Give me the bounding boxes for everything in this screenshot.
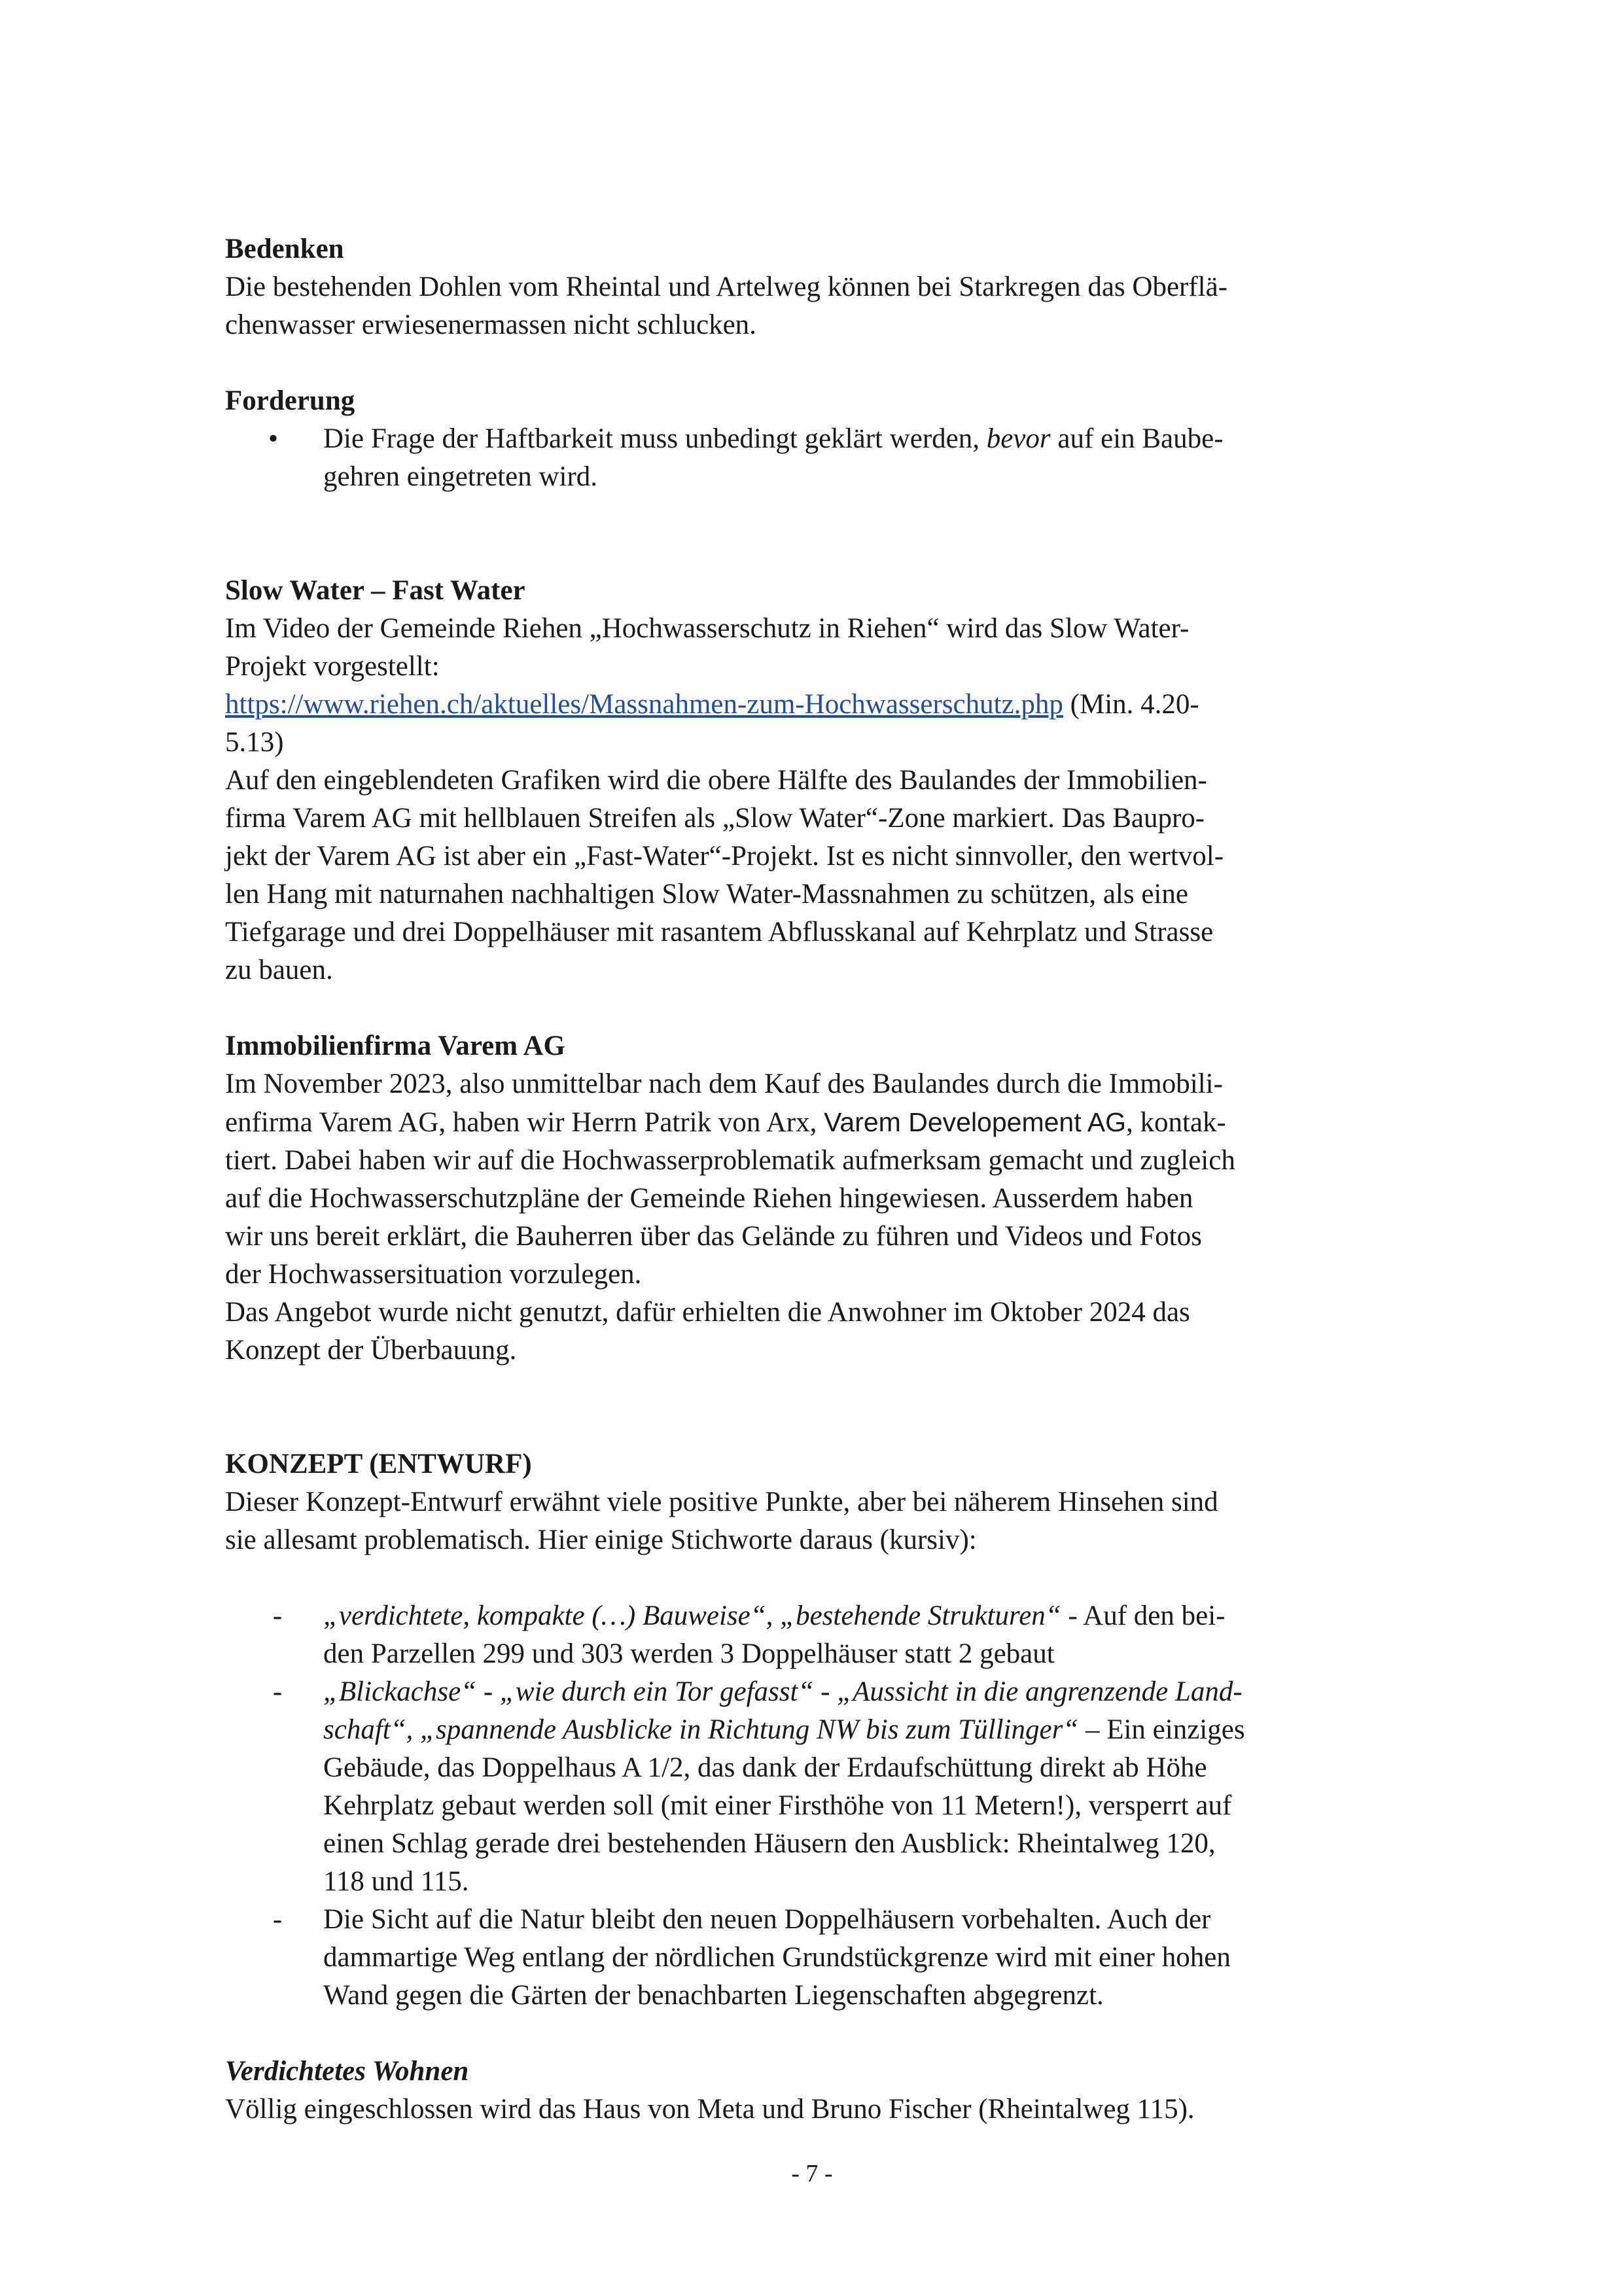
konzept-item-2-sep-1: - — [476, 1676, 500, 1707]
bedenken-line-1: Die bestehenden Dohlen vom Rheintal und Artelweg können bei Starkregen das Oberflä- — [225, 272, 1228, 302]
konzept-item-2-italic-3: „Aussicht in die angrenzende Land- — [837, 1676, 1243, 1707]
heading-verdichtetes-wohnen: Verdichtetes Wohnen — [225, 2056, 469, 2087]
slow-water-p2-line-5: Tiefgarage und drei Doppelhäuser mit rasantem Abflusskanal auf Kehrplatz und Strasse — [225, 917, 1214, 947]
slow-water-line-4: 5.13) — [225, 727, 284, 758]
varem-company-name: Varem Developement AG — [824, 1107, 1126, 1137]
konzept-item-2-line-2-after: – Ein einziges — [1078, 1714, 1245, 1745]
heading-bedenken: Bedenken — [225, 234, 344, 264]
section-slow-water — [225, 572, 1409, 989]
konzept-list — [225, 1597, 1409, 2015]
dash-marker: - — [272, 1676, 283, 1707]
konzept-item-2 — [272, 1673, 1409, 1901]
konzept-item-3-line-1: Die Sicht auf die Natur bleibt den neuen Doppelhäusern vorbehalten. Auch der — [323, 1904, 1211, 1935]
slow-water-p2-line-4: len Hang mit naturnahen nachhaltigen Slow Water-Massnahmen zu schützen, als eine — [225, 879, 1188, 910]
spacer — [225, 2015, 1409, 2053]
page-number: - 7 - — [791, 2160, 833, 2187]
bullet-icon: • — [268, 423, 279, 454]
konzept-item-2-line-2 — [323, 1711, 1409, 1749]
section-verdichtetes-wohnen — [225, 2053, 1409, 2128]
varem-line-4: auf die Hochwasserschutzpläne der Gemeinde Riehen hingewiesen. Ausserdem haben — [225, 1183, 1193, 1214]
konzept-line-1: Dieser Konzept-Entwurf erwähnt viele positive Punkte, aber bei näherem Hinsehen sind — [225, 1487, 1218, 1517]
spacer — [225, 1369, 1409, 1445]
heading-varem: Immobilienfirma Varem AG — [225, 1031, 565, 1061]
forderung-text-after: auf ein Baube- — [1050, 423, 1224, 454]
konzept-item-2-italic-1: „Blickachse“ — [323, 1676, 477, 1707]
bedenken-line-2: chenwasser erwiesenermassen nicht schlucken. — [225, 309, 756, 340]
slow-water-p2-line-2: firma Varem AG mit hellblauen Streifen als „Slow Water“-Zone markiert. Das Baupro- — [225, 803, 1205, 834]
slow-water-p2-line-1: Auf den eingeblendeten Grafiken wird die obere Hälfte des Baulandes der Immobilien- — [225, 765, 1207, 796]
section-konzept — [225, 1445, 1409, 2015]
forderung-list — [225, 420, 1409, 496]
konzept-item-3-line-2: dammartige Weg entlang der nördlichen Grundstückgrenze wird mit einer hohen — [323, 1942, 1231, 1973]
varem-line-1: Im November 2023, also unmittelbar nach dem Kauf des Baulandes durch die Immobili- — [225, 1069, 1223, 1099]
section-forderung — [225, 382, 1409, 496]
spacer — [225, 1559, 1409, 1597]
varem-line-7: Das Angebot wurde nicht genutzt, dafür erhielten die Anwohner im Oktober 2024 das — [225, 1297, 1190, 1328]
konzept-item-3 — [272, 1901, 1409, 2015]
slow-water-line-1: Im Video der Gemeinde Riehen „Hochwasserschutz in Riehen“ wird das Slow Water- — [225, 613, 1190, 644]
spacer — [225, 496, 1409, 572]
slow-water-line-2: Projekt vorgestellt: — [225, 651, 440, 682]
varem-line-6: der Hochwassersituation vorzulegen. — [225, 1259, 642, 1290]
konzept-item-1-line-2: den Parzellen 299 und 303 werden 3 Doppelhäuser statt 2 gebaut — [323, 1638, 1055, 1669]
heading-forderung: Forderung — [225, 385, 355, 416]
spacer — [225, 989, 1409, 1027]
konzept-line-2: sie allesamt problematisch. Hier einige Stichworte daraus (kursiv): — [225, 1525, 977, 1555]
heading-slow-water: Slow Water – Fast Water — [225, 575, 525, 606]
section-varem — [225, 1027, 1409, 1369]
forderung-item-line-1 — [323, 420, 1409, 458]
dash-marker: - — [272, 1904, 283, 1935]
slow-water-p2-line-6: zu bauen. — [225, 955, 333, 985]
konzept-item-2-italic-2: „wie durch ein Tor gefasst“ — [499, 1676, 814, 1707]
konzept-item-2-line-4: Kehrplatz gebaut werden soll (mit einer Firsthöhe von 11 Metern!), versperrt auf — [323, 1790, 1232, 1821]
dash-marker: - — [272, 1600, 283, 1631]
verdichtetes-line-1: Völlig eingeschlossen wird das Haus von Meta und Bruno Fischer (Rheintalweg 115). — [225, 2094, 1195, 2125]
section-bedenken — [225, 230, 1409, 344]
konzept-item-3-line-3: Wand gegen die Gärten der benachbarten Liegenschaften abgegrenzt. — [323, 1980, 1104, 2011]
forderung-text-before: Die Frage der Haftbarkeit muss unbedingt geklärt werden, — [323, 423, 987, 454]
konzept-item-1-after: - Auf den bei- — [1061, 1600, 1226, 1631]
konzept-item-2-line-5: einen Schlag gerade drei bestehenden Häusern den Ausblick: Rheintalweg 120, — [323, 1828, 1216, 1859]
forderung-text-italic: bevor — [986, 423, 1051, 454]
spacer — [225, 344, 1409, 382]
varem-line-2-after: , kontak- — [1125, 1107, 1226, 1138]
slow-water-line-3 — [225, 686, 1409, 724]
konzept-item-1-line-1 — [323, 1597, 1409, 1635]
varem-line-8: Konzept der Überbauung. — [225, 1335, 517, 1366]
varem-line-3: tiert. Dabei haben wir auf die Hochwasserproblematik aufmerksam gemacht und zugleich — [225, 1145, 1235, 1176]
konzept-item-2-line-2-italic: schaft“, „spannende Ausblicke in Richtung NW bis zum Tüllinger“ — [323, 1714, 1079, 1745]
konzept-item-2-line-1 — [323, 1673, 1409, 1711]
konzept-item-2-line-6: 118 und 115. — [323, 1866, 469, 1897]
varem-line-5: wir uns bereit erklärt, die Bauherren über das Gelände zu führen und Videos und Fotos — [225, 1221, 1202, 1252]
konzept-item-1-italic: „verdichtete, kompakte (…) Bauweise“, „bestehende Strukturen“ — [323, 1600, 1061, 1631]
varem-line-2 — [225, 1103, 1409, 1142]
slow-water-p2-line-3: jekt der Varem AG ist aber ein „Fast-Water“-Projekt. Ist es nicht sinnvoller, den wertvol- — [225, 841, 1224, 872]
hochwasserschutz-link[interactable]: https://www.riehen.ch/aktuelles/Massnahmen-zum-Hochwasserschutz.php — [225, 689, 1063, 720]
heading-konzept: KONZEPT (ENTWURF) — [225, 1449, 532, 1479]
konzept-item-1 — [272, 1597, 1409, 1673]
konzept-item-2-line-3: Gebäude, das Doppelhaus A 1/2, das dank der Erdaufschüttung direkt ab Höhe — [323, 1752, 1207, 1783]
varem-line-2-before: enfirma Varem AG, haben wir Herrn Patrik von Arx, — [225, 1107, 824, 1138]
forderung-item-line-2: gehren eingetreten wird. — [323, 461, 598, 492]
slow-water-minutes: (Min. 4.20- — [1063, 689, 1199, 720]
document-page — [225, 230, 1409, 2128]
konzept-item-2-sep-2: - — [813, 1676, 838, 1707]
